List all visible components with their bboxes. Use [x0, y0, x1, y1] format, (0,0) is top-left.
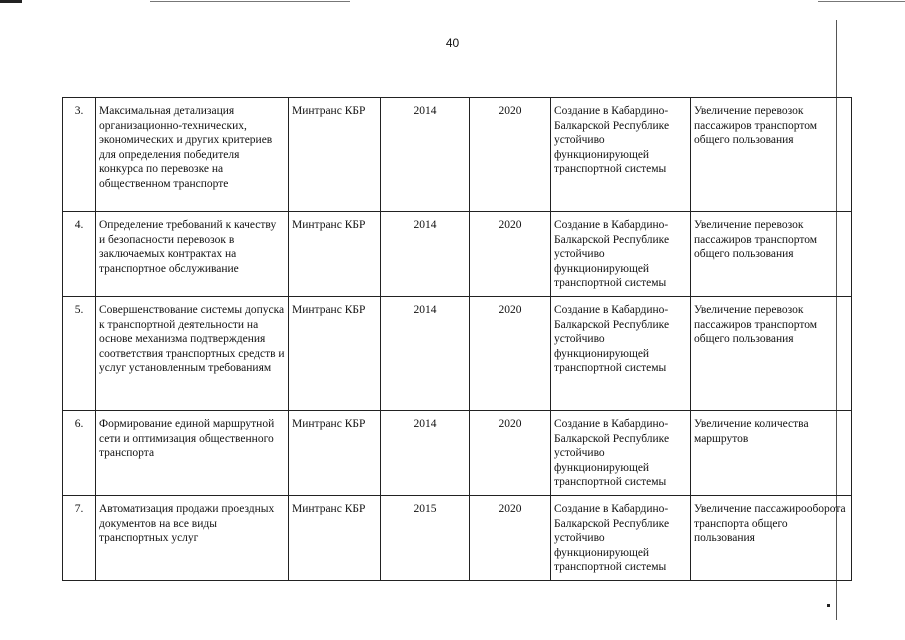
expected-result-cell: Создание в Кабардино-Балкарской Республике устойчиво функционирующей транспортной системы: [551, 411, 691, 496]
row-number: 5.: [63, 297, 96, 411]
measures-table: [62, 97, 852, 581]
table-row: [63, 411, 852, 496]
measure-text: Совершенствование системы допуска к транспортной деятельности на основе механизма подтверждения соответствия транспортных средств и услуг установленным требованиям: [96, 297, 289, 411]
indicator-cell: Увеличение количества маршрутов: [691, 411, 852, 496]
indicator-cell: Увеличение перевозок пассажиров транспортом общего пользования: [691, 297, 852, 411]
table-row: [63, 297, 852, 411]
end-year-cell: 2020: [470, 98, 551, 212]
executor-cell: Минтранс КБР: [289, 411, 381, 496]
end-year-cell: 2020: [470, 496, 551, 581]
page-number: 40: [445, 36, 460, 50]
measure-text: Определение требований к качеству и безопасности перевозок в заключаемых контрактах на транспортное обслуживание: [96, 212, 289, 297]
expected-result-cell: Создание в Кабардино-Балкарской Республике устойчиво функционирующей транспортной системы: [551, 212, 691, 297]
executor-cell: Минтранс КБР: [289, 496, 381, 581]
measure-text: Формирование единой маршрутной сети и оптимизация общественного транспорта: [96, 411, 289, 496]
scan-mark-top-line: [150, 1, 350, 2]
table-row: [63, 98, 852, 212]
table-row: [63, 212, 852, 297]
scan-mark-bottom-dot: [827, 604, 830, 607]
executor-cell: Минтранс КБР: [289, 212, 381, 297]
end-year-cell: 2020: [470, 411, 551, 496]
scan-mark-top-right: [818, 1, 905, 2]
indicator-cell: Увеличение пассажирооборота транспорта общего пользования: [691, 496, 852, 581]
end-year-cell: 2020: [470, 297, 551, 411]
start-year-cell: 2014: [381, 98, 470, 212]
row-number: 4.: [63, 212, 96, 297]
measure-text: Максимальная детализация организационно-технических, экономических и других критериев для определения победителя конкурса по перевозке на общественном транспорте: [96, 98, 289, 212]
start-year-cell: 2014: [381, 297, 470, 411]
expected-result-cell: Создание в Кабардино-Балкарской Республике устойчиво функционирующей транспортной системы: [551, 496, 691, 581]
end-year-cell: 2020: [470, 212, 551, 297]
start-year-cell: 2015: [381, 496, 470, 581]
expected-result-cell: Создание в Кабардино-Балкарской Республике устойчиво функционирующей транспортной системы: [551, 98, 691, 212]
row-number: 3.: [63, 98, 96, 212]
row-number: 7.: [63, 496, 96, 581]
start-year-cell: 2014: [381, 212, 470, 297]
expected-result-cell: Создание в Кабардино-Балкарской Республике устойчиво функционирующей транспортной системы: [551, 297, 691, 411]
table-row: [63, 496, 852, 581]
row-number: 6.: [63, 411, 96, 496]
indicator-cell: Увеличение перевозок пассажиров транспортом общего пользования: [691, 212, 852, 297]
start-year-cell: 2014: [381, 411, 470, 496]
measure-text: Автоматизация продажи проездных документов на все виды транспортных услуг: [96, 496, 289, 581]
indicator-cell: Увеличение перевозок пассажиров транспортом общего пользования: [691, 98, 852, 212]
scan-mark-top-left: [0, 0, 22, 3]
executor-cell: Минтранс КБР: [289, 98, 381, 212]
executor-cell: Минтранс КБР: [289, 297, 381, 411]
